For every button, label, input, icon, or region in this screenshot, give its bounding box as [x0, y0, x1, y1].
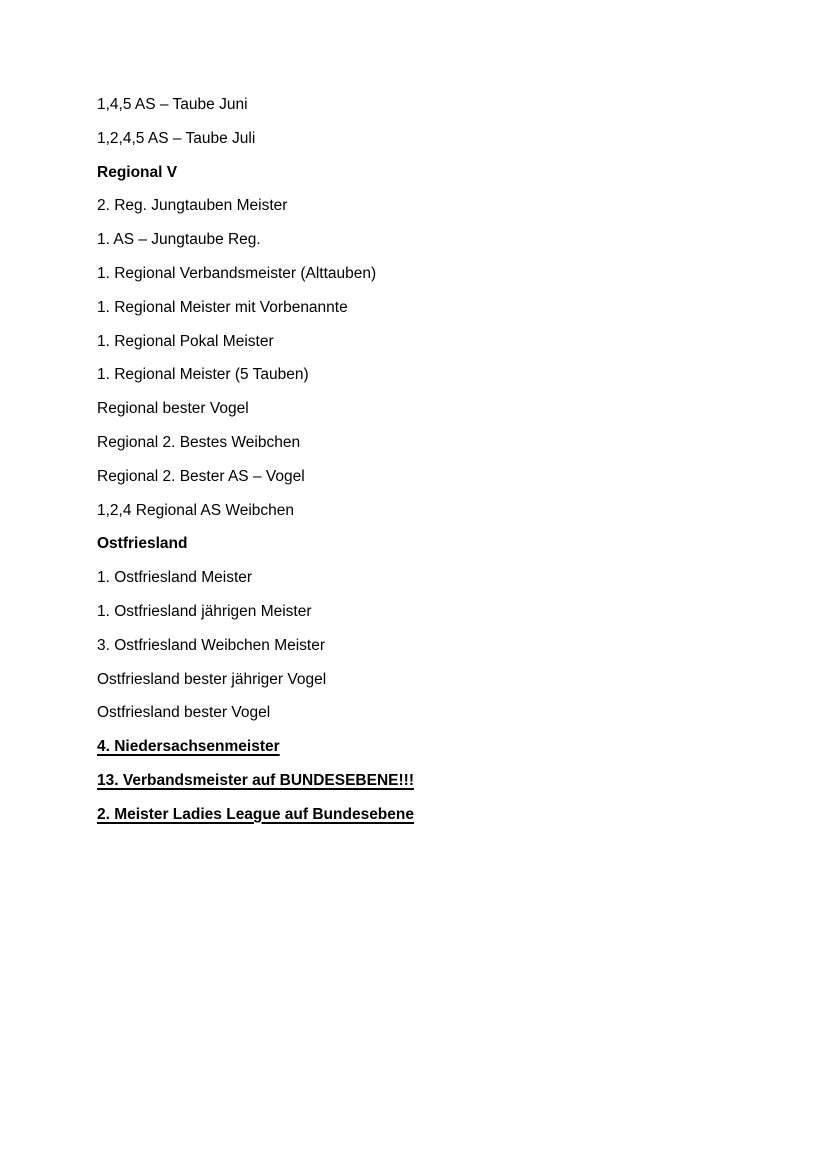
doc-line-niedersachsenmeister: 4. Niedersachsenmeister: [97, 738, 280, 756]
doc-line-ostfriesland-bester-jaehriger-vogel: Ostfriesland bester jähriger Vogel: [97, 670, 327, 688]
document-content: [97, 88, 780, 832]
doc-line-regional-bester-as-vogel: Regional 2. Bester AS – Vogel: [97, 467, 305, 485]
doc-line-ostfriesland-bester-vogel: Ostfriesland bester Vogel: [97, 704, 271, 722]
doc-line-ostfriesland-weibchen-meister: 3. Ostfriesland Weibchen Meister: [97, 636, 326, 654]
doc-line-as-jungtaube-reg: 1. AS – Jungtaube Reg.: [97, 231, 261, 249]
doc-line-verbandsmeister-bundesebene: 13. Verbandsmeister auf BUNDESEBENE!!!: [97, 771, 414, 789]
doc-line-ostfriesland-jaehrigen-meister: 1. Ostfriesland jährigen Meister: [97, 602, 312, 620]
doc-line-regional-meister-vorbenannte: 1. Regional Meister mit Vorbenannte: [97, 298, 348, 316]
doc-line-regional-pokal-meister: 1. Regional Pokal Meister: [97, 332, 274, 350]
doc-line-as-taube-juli: 1,2,4,5 AS – Taube Juli: [97, 129, 256, 147]
doc-line-as-taube-juni: 1,4,5 AS – Taube Juni: [97, 96, 248, 113]
doc-line-ostfriesland-meister: 1. Ostfriesland Meister: [97, 569, 253, 587]
doc-line-regional-bestes-weibchen: Regional 2. Bestes Weibchen: [97, 433, 301, 451]
doc-line-reg-jungtauben-meister: 2. Reg. Jungtauben Meister: [97, 197, 288, 215]
section-heading-regional-v: Regional V: [97, 163, 178, 181]
doc-line-regional-verbandsmeister: 1. Regional Verbandsmeister (Alttauben): [97, 264, 377, 282]
section-heading-ostfriesland: Ostfriesland: [97, 535, 188, 553]
doc-line-regional-as-weibchen: 1,2,4 Regional AS Weibchen: [97, 501, 295, 519]
doc-line-meister-ladies-league: 2. Meister Ladies League auf Bundesebene: [97, 805, 414, 823]
doc-line-regional-meister-5-tauben: 1. Regional Meister (5 Tauben): [97, 366, 309, 384]
doc-line-regional-bester-vogel: Regional bester Vogel: [97, 400, 249, 418]
